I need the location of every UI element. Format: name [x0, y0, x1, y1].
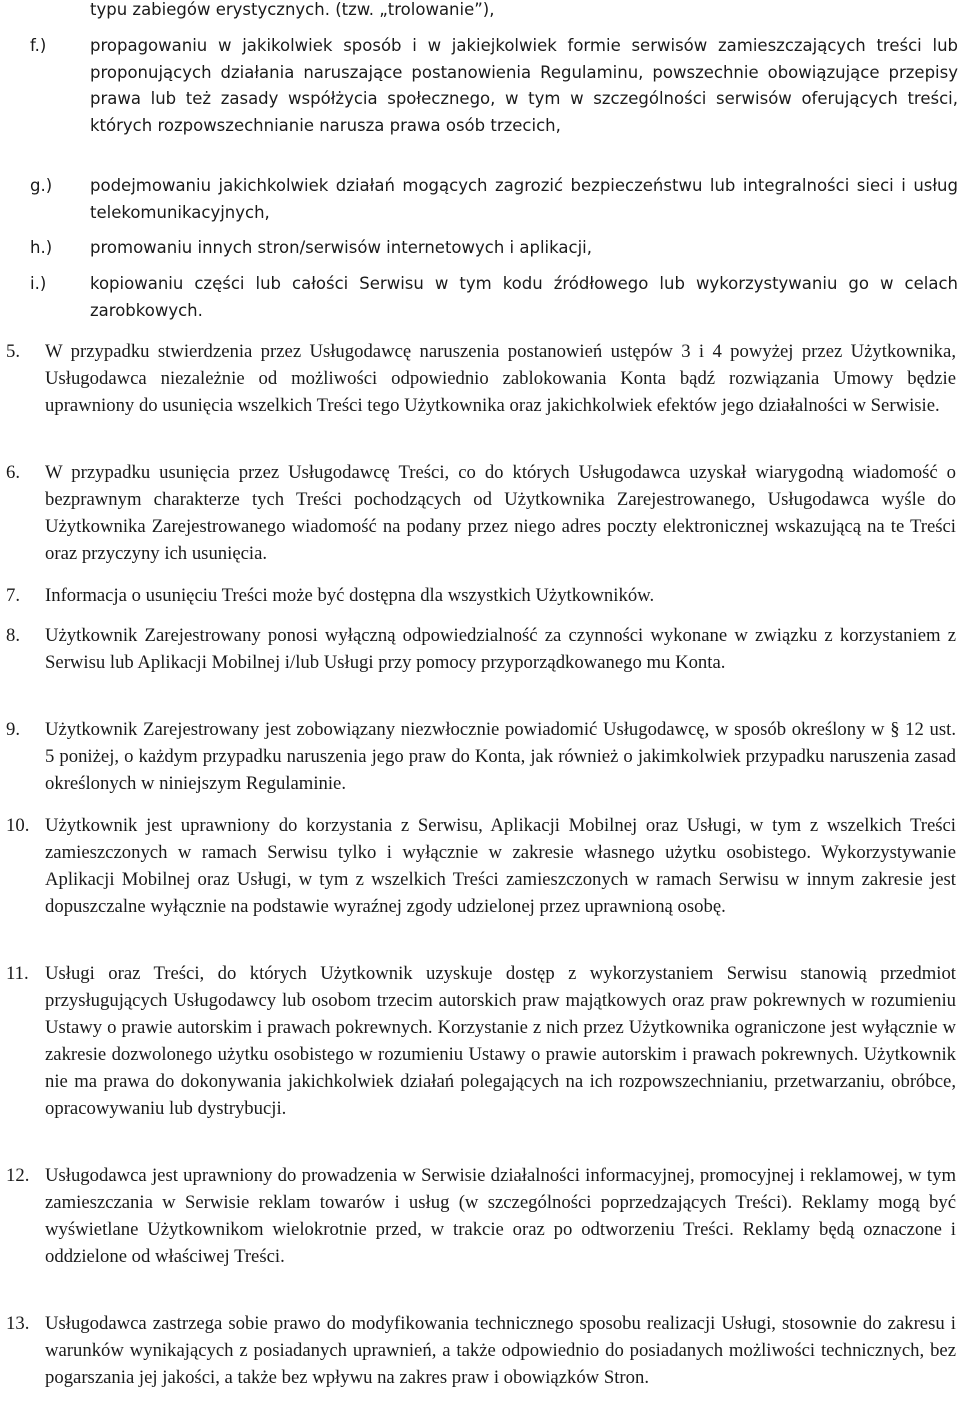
- sub-item-h: [0, 235, 960, 262]
- sub-item-text: promowaniu innych stron/serwisów internetowych i aplikacji,: [90, 238, 592, 257]
- list-item-12: [0, 1162, 960, 1270]
- sub-item-g: [0, 173, 960, 226]
- sub-item-text: propagowaniu w jakikolwiek sposób i w jakiejkolwiek formie serwisów zamieszczających treści lub proponujących działania naruszające postanowienia Regulaminu, powszechnie obowiązujące przepisy prawa lub też zasady współżycia społecznego, w tym w szczególności serwisów oferujących treści, których rozpowszechnianie narusza prawa osób trzecich,: [90, 36, 958, 135]
- list-item-text: Użytkownik Zarejestrowany ponosi wyłączną odpowiedzialność za czynności wykonane w związku z korzystaniem z Serwisu lub Aplikacji Mobilnej i/lub Usługi przy pomocy przyporządkowanego mu Konta.: [45, 625, 956, 673]
- list-item-number: 11.: [6, 963, 29, 984]
- list-item-text: Usługodawca jest uprawniony do prowadzenia w Serwisie działalności informacyjnej, promocyjnej i reklamowej, w tym zamieszczania w Serwisie reklam towarów i usług (w szczególności poprzedzających Treści). Reklamy mogą być wyświetlane Użytkownikom wielokrotnie przed, w trakcie oraz po odtworzeniu Treści. Reklamy będą oznaczone i oddzielone od właściwej Treści.: [45, 1165, 956, 1267]
- list-item-number: 13.: [6, 1313, 30, 1334]
- list-item-number: 10.: [6, 815, 30, 836]
- sub-item-label: i.): [30, 274, 47, 293]
- sub-item-f: [0, 33, 960, 139]
- sub-item-label: g.): [30, 176, 53, 195]
- list-item-text: Informacja o usunięciu Treści może być dostępna dla wszystkich Użytkowników.: [45, 585, 655, 606]
- list-item-text: Użytkownik Zarejestrowany jest zobowiązany niezwłocznie powiadomić Usługodawcę, w sposób określony w § 12 ust. 5 poniżej, o każdym przypadku naruszenia jego praw do Konta, jak również o jakimkolwiek przypadku naruszenia zasad określonych w niniejszym Regulaminie.: [45, 719, 956, 794]
- sub-item-label: f.): [30, 36, 47, 55]
- list-item-continuation: [0, 0, 960, 24]
- list-item-10: [0, 812, 960, 920]
- list-item-text: Usługi oraz Treści, do których Użytkownik uzyskuje dostęp z wykorzystaniem Serwisu stanowią przedmiot przysługujących Usługodawcy lub osobom trzecim autorskich praw majątkowych oraz praw pokrewnych w rozumieniu Ustawy o prawie autorskim i prawach pokrewnych. Korzystanie z nich przez Użytkownika ograniczone jest wyłącznie w zakresie dozwolonego użytku osobistego w rozumieniu Ustawy o prawie autorskim i prawach pokrewnych. Użytkownik nie ma prawa do dokonywania jakichkolwiek działań polegających na ich rozpowszechnianiu, przetwarzaniu, obróbce, opracowywaniu lub dystrybucji.: [45, 963, 956, 1119]
- list-item-text: W przypadku stwierdzenia przez Usługodawcę naruszenia postanowień ustępów 3 i 4 powyżej przez Użytkownika, Usługodawca niezależnie od możliwości odpowiednio zablokowania Konta bądź rozwiązania Umowy będzie uprawniony do usunięcia wszelkich Treści tego Użytkownika oraz jakichkolwiek efektów jego działalności w Serwisie.: [45, 341, 956, 416]
- sub-item-i: [0, 271, 960, 324]
- list-item-number: 6.: [6, 462, 21, 483]
- list-item-number: 12.: [6, 1165, 30, 1186]
- list-item-5: [0, 338, 960, 419]
- list-item-13: [0, 1310, 960, 1391]
- list-item-text: W przypadku usunięcia przez Usługodawcę Treści, co do których Usługodawca uzyskał wiarygodną wiadomość o bezprawnym charakterze tych Treści pochodzących od Użytkownika Zarejestrowanego, Usługodawca wyśle do Użytkownika Zarejestrowanego wiadomość na podany przez niego adres poczty elektronicznej wskazującą na te Treści oraz przyczyny ich usunięcia.: [45, 462, 956, 564]
- list-item-text: Usługodawca zastrzega sobie prawo do modyfikowania technicznego sposobu realizacji Usługi, stosownie do zakresu i warunków wynikających z posiadanych uprawnień, a także odpowiednio do posiadanych możliwości technicznych, bez pogarszania jej jakości, a także bez wpływu na zakres praw i obowiązków Stron.: [45, 1313, 956, 1388]
- list-item-text: Użytkownik jest uprawniony do korzystania z Serwisu, Aplikacji Mobilnej oraz Usługi, w tym z wszelkich Treści zamieszczonych w ramach Serwisu tylko i wyłącznie w zakresie własnego użytku osobistego. Wykorzystywanie Aplikacji Mobilnej oraz Usługi, w tym z wszelkich Treści zamieszczonych w ramach Serwisu w innym zakresie jest dopuszczalne wyłącznie na podstawie wyraźnej zgody udzielonej przez uprawnioną osobę.: [45, 815, 956, 917]
- list-item-6: [0, 459, 960, 567]
- sub-item-text: podejmowaniu jakichkolwiek działań mogących zagrozić bezpieczeństwu lub integralności sieci i usług telekomunikacyjnych,: [90, 176, 958, 222]
- list-item-11: [0, 960, 960, 1122]
- list-item-8: [0, 622, 960, 676]
- sub-item-text: kopiowaniu części lub całości Serwisu w tym kodu źródłowego lub wykorzystywaniu go w celach zarobkowych.: [90, 274, 958, 320]
- list-item-number: 9.: [6, 719, 21, 740]
- list-item-9: [0, 716, 960, 797]
- list-item-number: 8.: [6, 625, 21, 646]
- list-item-7: [0, 582, 960, 609]
- list-item-text: typu zabiegów erystycznych. (tzw. „trolowanie”),: [90, 0, 495, 19]
- list-item-number: 7.: [6, 585, 21, 606]
- sub-item-label: h.): [30, 238, 53, 257]
- list-item-number: 5.: [6, 341, 21, 362]
